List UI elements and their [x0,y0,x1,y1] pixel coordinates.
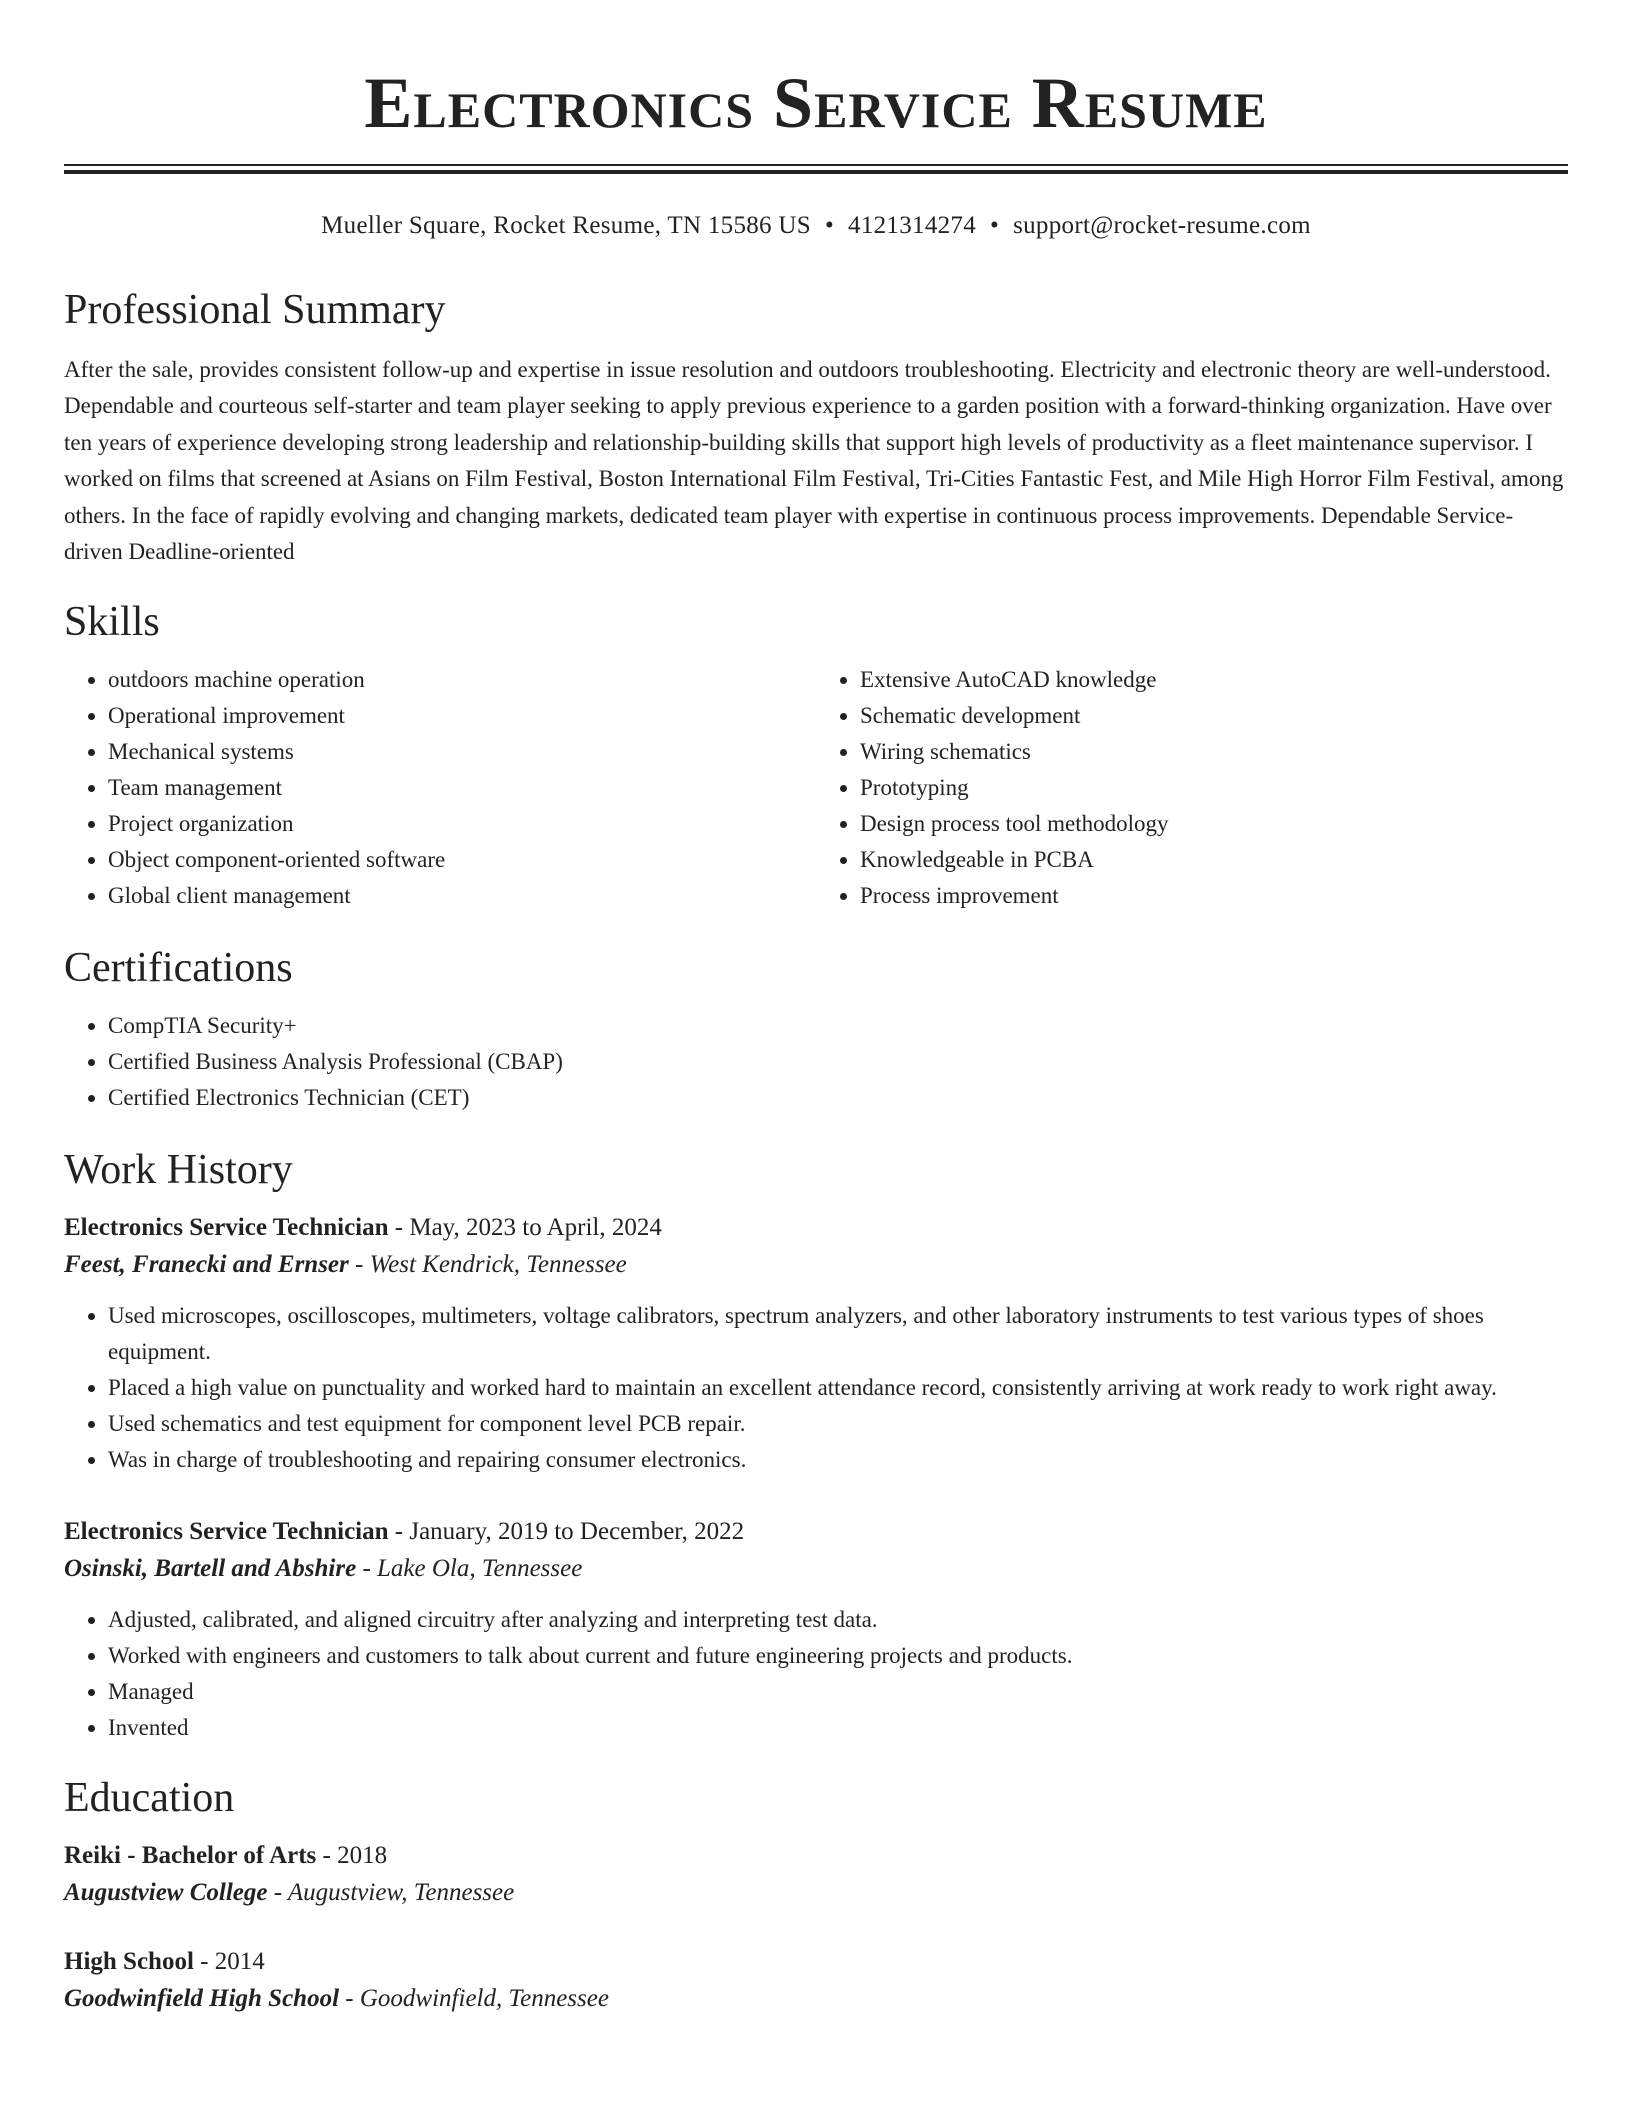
education-entry [64,1944,1568,2018]
dash-separator: - [388,1518,410,1546]
skill-item: • Team management [108,770,816,806]
skill-item: • Project organization [108,806,816,842]
skills-list-right [816,662,1568,914]
contact-separator: • [824,212,835,239]
dash-separator: - [339,1985,360,2013]
certifications-list [64,1008,1568,1116]
dash-separator: - [356,1555,378,1583]
skill-item: • Wiring schematics [860,734,1568,770]
dash-separator: - [388,1214,410,1242]
dash-separator: - [267,1879,288,1907]
skill-item: • Extensive AutoCAD knowledge [860,662,1568,698]
education-school-line [64,1874,1568,1912]
job-location: Lake Ola, Tennessee [377,1555,583,1583]
job-company: Feest, Franecki and Ernser [64,1251,349,1279]
job-entry [64,1514,1568,1746]
job-dates: May, 2023 to April, 2024 [409,1214,662,1242]
job-dates: January, 2019 to December, 2022 [409,1518,745,1546]
skill-item: • outdoors machine operation [108,662,816,698]
contact-info [64,210,1568,242]
skill-item: • Process improvement [860,878,1568,914]
education-year: 2018 [337,1842,388,1870]
education-school-line [64,1980,1568,2018]
certification-item: • Certified Electronics Technician (CET) [108,1080,1568,1116]
skill-item: • Knowledgeable in PCBA [860,842,1568,878]
certification-item: • Certified Business Analysis Professional (CBAP) [108,1044,1568,1080]
contact-email: support@rocket-resume.com [1013,212,1311,239]
job-duty-item: • Used schematics and test equipment for component level PCB repair. [108,1406,1568,1442]
certification-item: • CompTIA Security+ [108,1008,1568,1044]
education-degree: High School [64,1948,194,1976]
work-history-heading: Work History [64,1147,293,1194]
skill-item: • Design process tool methodology [860,806,1568,842]
job-duty-item: • Placed a high value on punctuality and worked hard to maintain an excellent attendance record, consistently arriving at work ready to work right away. [108,1370,1568,1406]
job-duty-item: • Invented [108,1710,1568,1746]
skills-heading: Skills [64,599,160,646]
job-company: Osinski, Bartell and Abshire [64,1555,357,1583]
contact-address: Mueller Square, Rocket Resume, TN 15586 US [321,212,811,239]
summary-heading: Professional Summary [64,287,446,333]
job-duty-item: • Used microscopes, oscilloscopes, multimeters, voltage calibrators, spectrum analyzers, and other laboratory instruments to test various types of shoes equipment. [108,1298,1568,1370]
job-company-line [64,1246,1568,1284]
job-title: Electronics Service Technician [64,1518,389,1546]
dash-separator: - [193,1948,215,1976]
job-company-line [64,1550,1568,1588]
job-duty-item: • Adjusted, calibrated, and aligned circuitry after analyzing and interpreting test data. [108,1602,1568,1638]
title-divider [64,164,1568,174]
skill-item: • Mechanical systems [108,734,816,770]
job-title-line [64,1210,1568,1246]
education-entry [64,1838,1568,1912]
contact-separator: • [990,212,1000,239]
job-duty-item: • Managed [108,1674,1568,1710]
skill-item: • Prototyping [860,770,1568,806]
education-year: 2014 [214,1948,265,1976]
certifications-heading: Certifications [64,945,293,992]
job-location: West Kendrick, Tennessee [369,1251,627,1279]
skill-item: • Schematic development [860,698,1568,734]
skills-grid [64,662,1568,914]
skill-item: • Object component-oriented software [108,842,816,878]
summary-text: After the sale, provides consistent follow-up and expertise in issue resolution and outdoors troubleshooting. Electricity and electronic theory are well-understood. Dependable and courteous self-starter and team player seeking to apply previous experience to a garden position with a forward-thinking organization. Have over ten years of experience developing strong leadership and relationship-building skills that support high levels of productivity as a fleet maintenance supervisor. I worked on films that screened at Asians on Film Festival, Boston International Film Festival, Tri-Cities Fantastic Fest, and Mile High Horror Film Festival, among others. In the face of rapidly evolving and changing markets, dedicated team player with expertise in continuous process improvements. Dependable Service-driven Deadline-oriented [64,357,1564,565]
job-entry [64,1210,1568,1478]
job-title: Electronics Service Technician [64,1214,389,1242]
education-degree-line [64,1838,1568,1874]
job-title-line [64,1514,1568,1550]
education-school: Goodwinfield High School [64,1985,340,2013]
education-location: Augustview, Tennessee [287,1879,515,1907]
education-heading: Education [64,1775,235,1822]
education-school: Augustview College [64,1879,268,1907]
job-duty-item: • Was in charge of troubleshooting and repairing consumer electronics. [108,1442,1568,1478]
skill-item: • Operational improvement [108,698,816,734]
education-degree: Reiki - Bachelor of Arts [64,1842,317,1870]
job-duties-list [64,1298,1568,1478]
education-location: Goodwinfield, Tennessee [359,1985,609,2013]
skills-list-left [64,662,816,914]
job-duty-item: • Worked with engineers and customers to talk about current and future engineering projects and products. [108,1638,1568,1674]
job-duties-list [64,1602,1568,1746]
dash-separator: - [316,1842,338,1870]
education-degree-line [64,1944,1568,1980]
dash-separator: - [348,1251,370,1279]
contact-phone: 4121314274 [848,212,977,239]
skill-item: • Global client management [108,878,816,914]
resume-title: Electronics Service Resume [364,63,1268,143]
